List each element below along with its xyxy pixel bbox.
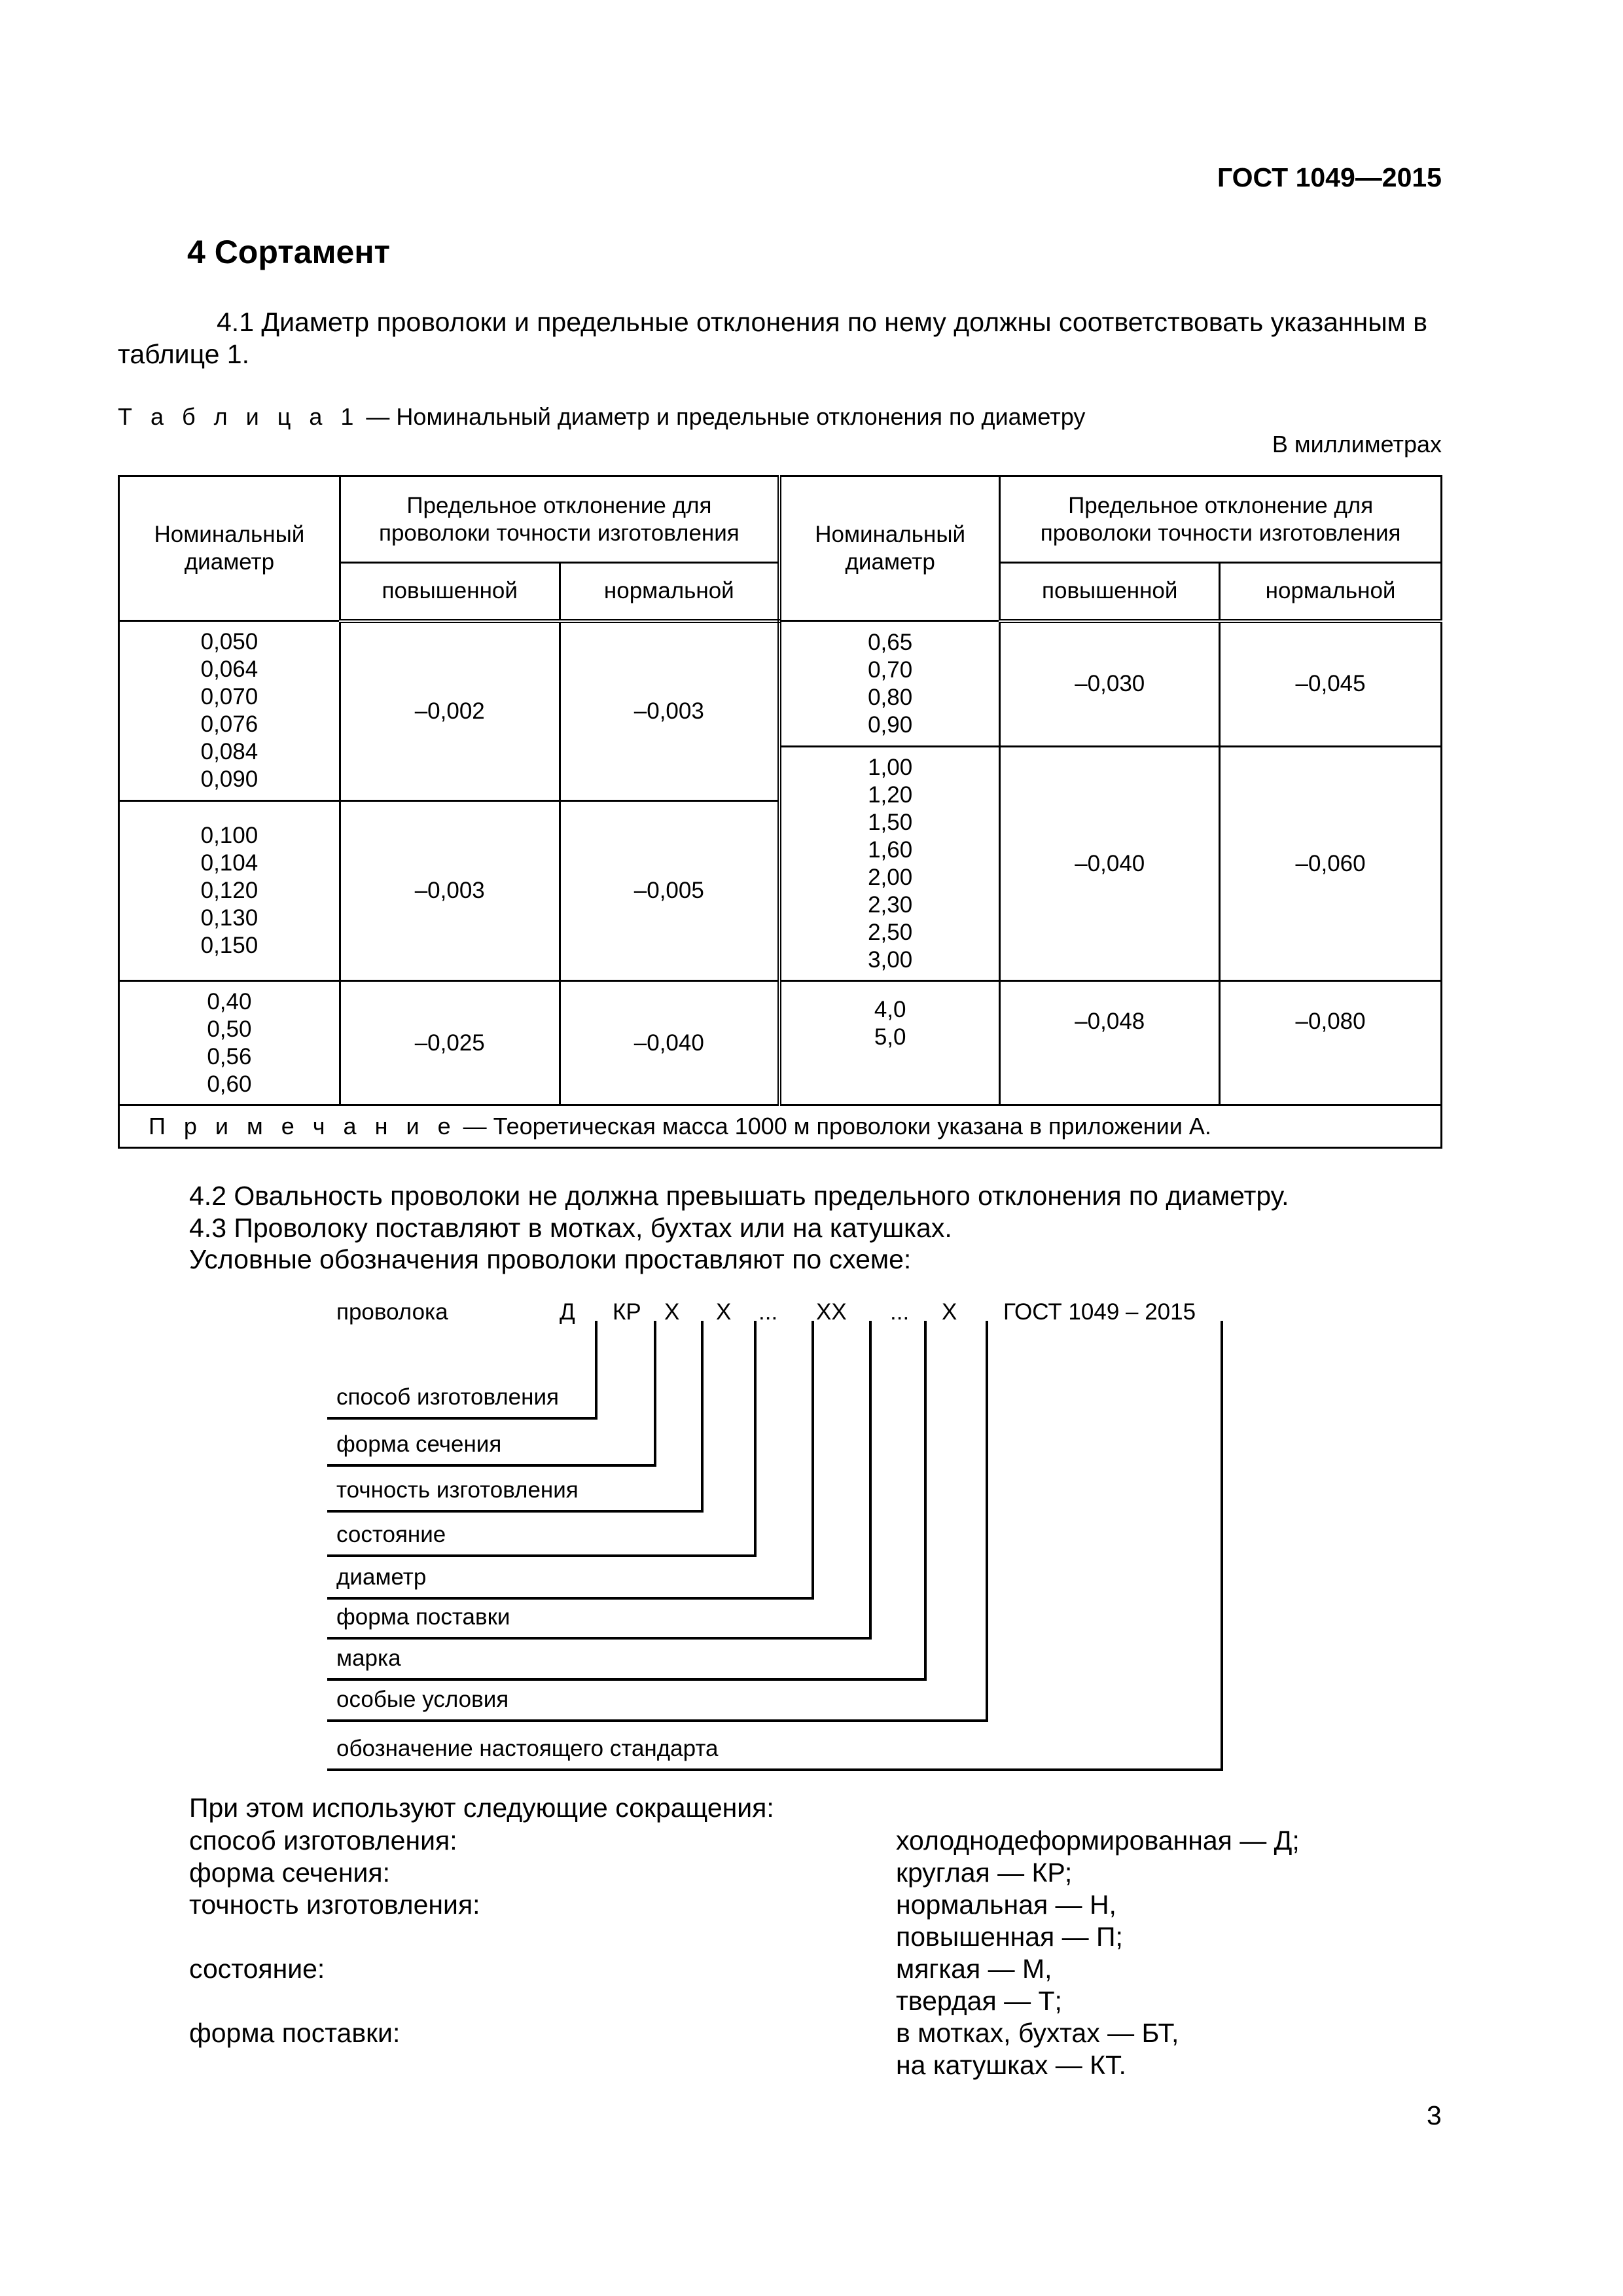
diameter-value: 0,130: [200, 905, 259, 931]
abbreviation-value: повышенная — П;: [896, 1922, 1123, 1952]
deviation-high: –0,002: [340, 621, 560, 801]
diameter-value: 1,50: [868, 809, 913, 835]
diameter-value: 0,090: [200, 766, 259, 792]
table-caption: [118, 403, 1085, 431]
header-deviation-right: Предельное отклонение для проволоки точности изготовления: [1000, 476, 1442, 563]
diameter-value: 0,70: [868, 656, 913, 683]
diameter-value: 1,20: [868, 781, 913, 808]
scheme-leader-horizontal: [327, 1768, 1223, 1771]
abbreviation-value: круглая — КР;: [896, 1857, 1073, 1888]
caption-prefix: Т а б л и ц а 1: [118, 403, 360, 430]
scheme-leader-vertical: [654, 1321, 656, 1467]
deviation-normal: –0,060: [1220, 747, 1442, 981]
scheme-leader-vertical: [986, 1321, 988, 1722]
header-normal: нормальной: [1220, 563, 1442, 621]
table-note: П р и м е ч а н и е — Теоретическая масса 1000 м проволоки указана в приложении А.: [119, 1105, 1442, 1148]
deviation-normal: –0,040: [560, 981, 779, 1105]
diameter-value: 0,40: [207, 988, 252, 1014]
diameter-value: 0,084: [200, 739, 259, 764]
scheme-label: обозначение настоящего стандарта: [336, 1736, 719, 1761]
abbreviation-value: в мотках, бухтах — БТ,: [896, 2018, 1179, 2048]
deviation-high: –0,040: [1000, 747, 1220, 981]
header-high: повышенной: [340, 563, 560, 621]
diameter-value: 0,064: [200, 656, 259, 682]
deviation-high: –0,003: [340, 801, 560, 981]
scheme-leader-horizontal: [327, 1637, 872, 1640]
scheme-leader-vertical: [754, 1321, 757, 1557]
scheme-word: проволока: [336, 1299, 448, 1325]
deviation-normal: –0,003: [560, 621, 779, 801]
header-normal: нормальной: [560, 563, 779, 621]
diameter-value: 0,104: [200, 850, 259, 876]
abbreviation-value: нормальная — Н,: [896, 1890, 1116, 1920]
abbreviation-term: форма сечения:: [189, 1857, 390, 1888]
paragraph-4-1-cont: таблице 1.: [118, 339, 249, 369]
scheme-leader-horizontal: [327, 1597, 814, 1600]
deviation-normal: –0,080: [1220, 981, 1442, 1105]
diameter-value: 0,56: [207, 1043, 252, 1069]
scheme-leader-horizontal: [327, 1678, 927, 1681]
diameter-value: 2,30: [868, 891, 913, 918]
diameter-value: 2,00: [868, 864, 913, 890]
diameter-value: 0,50: [207, 1016, 252, 1042]
scheme-leader-horizontal: [327, 1464, 656, 1467]
deviation-normal: –0,005: [560, 801, 779, 981]
diameter-value: 2,50: [868, 919, 913, 945]
diameter-value: 5,0: [874, 1024, 906, 1050]
abbreviation-value: холоднодеформированная — Д;: [896, 1825, 1300, 1856]
scheme-leader-horizontal: [327, 1554, 757, 1557]
header-deviation-left: Предельное отклонение для проволоки точности изготовления: [340, 476, 779, 563]
scheme-token: Х: [716, 1299, 732, 1325]
diameter-value: 0,65: [868, 629, 913, 655]
abbreviations-intro: При этом используют следующие сокращения:: [189, 1793, 774, 1823]
scheme-leader-horizontal: [327, 1510, 704, 1513]
diameter-value: 1,60: [868, 836, 913, 863]
caption-text: — Номинальный диаметр и предельные отклонения по диаметру: [359, 403, 1086, 430]
abbreviation-term: точность изготовления:: [189, 1890, 480, 1920]
scheme-leader-vertical: [701, 1321, 704, 1513]
diameter-value: 0,076: [200, 711, 259, 737]
paragraph-4-3: 4.3 Проволоку поставляют в мотках, бухтах или на катушках.: [189, 1213, 952, 1243]
scheme-label: форма поставки: [336, 1604, 510, 1630]
scheme-token: Х: [664, 1299, 680, 1325]
abbreviation-value: твердая — Т;: [896, 1986, 1062, 2016]
diameters-cell: [119, 981, 340, 1105]
scheme-label: точность изготовления: [336, 1477, 579, 1503]
scheme-leader-vertical: [1221, 1321, 1223, 1771]
diameter-value: 0,80: [868, 684, 913, 710]
diameter-value: 1,00: [868, 754, 913, 780]
header-nominal-left: Номинальный диаметр: [119, 476, 340, 621]
diameter-value: 0,90: [868, 711, 913, 738]
scheme-token: ...: [890, 1299, 910, 1325]
abbreviation-term: состояние:: [189, 1954, 325, 1984]
paragraph-4-1: 4.1 Диаметр проволоки и предельные отклонения по нему должны соответствовать указанным в: [217, 307, 1428, 337]
scheme-label: диаметр: [336, 1564, 427, 1590]
abbreviation-term: форма поставки:: [189, 2018, 401, 2048]
abbreviation-term: способ изготовления:: [189, 1825, 457, 1856]
diameters-cell: [119, 621, 340, 801]
diameter-value: 0,120: [200, 878, 259, 903]
table-units: В миллиметрах: [1272, 431, 1442, 457]
scheme-leader-horizontal: [327, 1417, 597, 1420]
diameter-value: 0,070: [200, 684, 259, 709]
table-1: [118, 475, 1442, 1149]
abbreviation-value: на катушках — КТ.: [896, 2050, 1126, 2080]
header-nominal-right: Номинальный диаметр: [779, 476, 1000, 621]
scheme-label: способ изготовления: [336, 1384, 559, 1410]
diameter-value: 0,150: [200, 933, 259, 958]
diameters-cell: [779, 621, 1000, 747]
scheme-token: Х: [942, 1299, 957, 1325]
diameters-cell: [119, 801, 340, 981]
deviation-high: –0,025: [340, 981, 560, 1105]
scheme-token: Д: [560, 1299, 575, 1325]
scheme-leader-horizontal: [327, 1719, 988, 1722]
scheme-leader-vertical: [924, 1321, 927, 1681]
scheme-token: ...: [758, 1299, 778, 1325]
header-high: повышенной: [1000, 563, 1220, 621]
scheme-label: состояние: [336, 1522, 446, 1547]
document-id: ГОСТ 1049—2015: [1217, 162, 1442, 192]
scheme-token: КР: [613, 1299, 641, 1325]
scheme-token: ГОСТ 1049 – 2015: [1003, 1299, 1196, 1325]
deviation-high: –0,030: [1000, 621, 1220, 747]
diameter-value: 4,0: [874, 997, 906, 1022]
deviation-high: –0,048: [1000, 981, 1220, 1105]
diameter-value: 0,100: [200, 823, 259, 848]
diameters-cell: [779, 747, 1000, 981]
diameter-value: 0,050: [200, 629, 259, 655]
scheme-token: ХХ: [816, 1299, 847, 1325]
scheme-label: форма сечения: [336, 1431, 502, 1457]
diameter-value: 0,60: [207, 1071, 252, 1097]
page-number: 3: [1427, 2100, 1442, 2130]
scheme-label: марка: [336, 1645, 401, 1671]
scheme-leader-vertical: [595, 1321, 597, 1420]
scheme-label: особые условия: [336, 1687, 509, 1712]
diameters-cell: [779, 981, 1000, 1105]
abbreviation-value: мягкая — М,: [896, 1954, 1052, 1984]
diameter-value: 3,00: [868, 946, 913, 973]
scheme-leader-vertical: [812, 1321, 814, 1600]
scheme-leader-vertical: [869, 1321, 872, 1640]
section-title: 4 Сортамент: [187, 234, 391, 270]
paragraph-scheme-intro: Условные обозначения проволоки проставляют по схеме:: [189, 1244, 912, 1274]
paragraph-4-2: 4.2 Овальность проволоки не должна превышать предельного отклонения по диаметру.: [189, 1181, 1289, 1211]
deviation-normal: –0,045: [1220, 621, 1442, 747]
